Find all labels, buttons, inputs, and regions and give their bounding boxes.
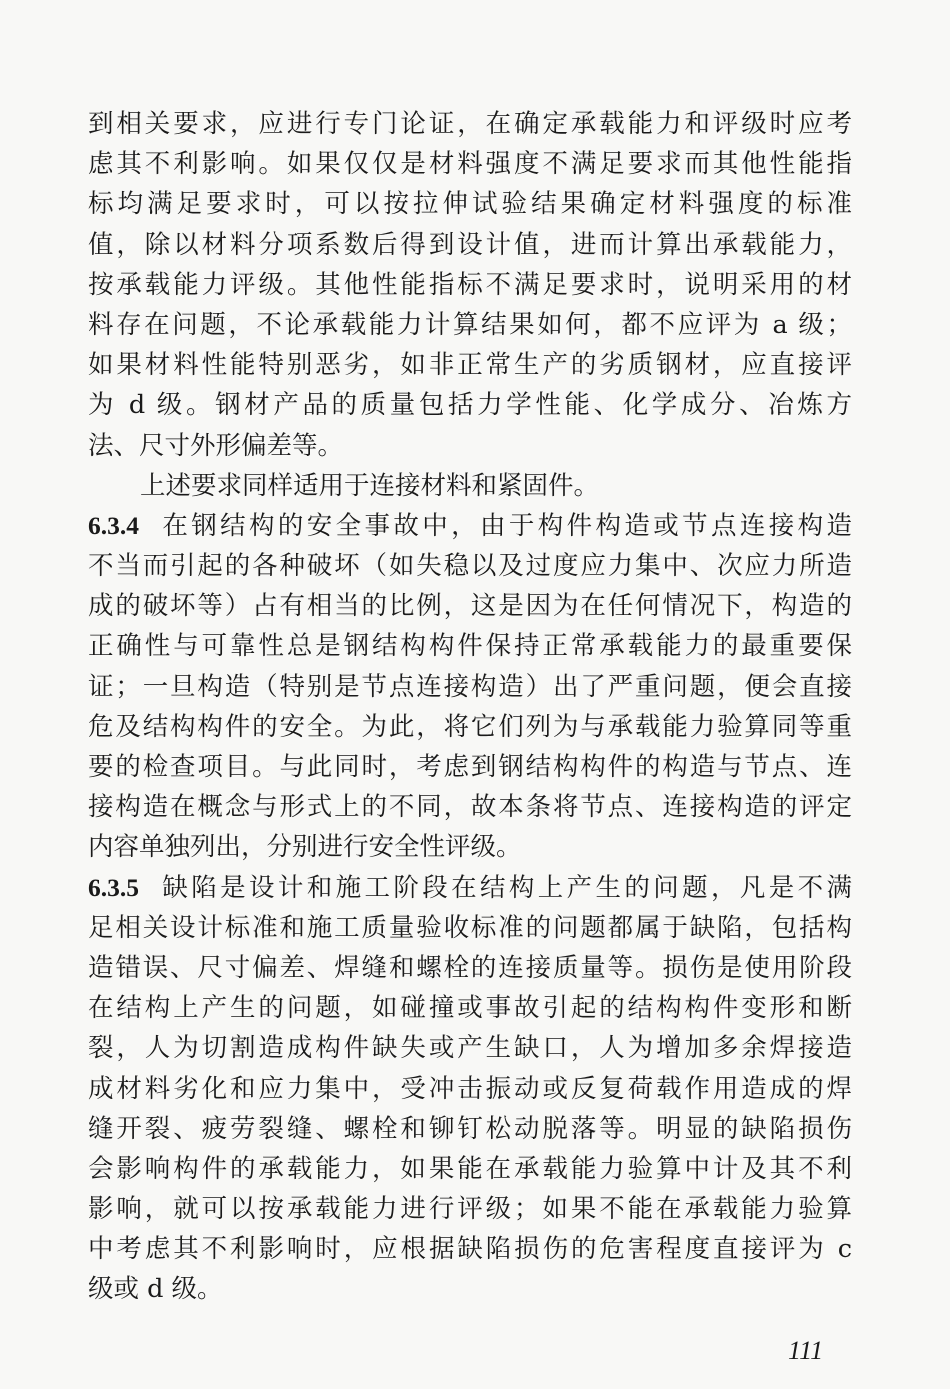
body-text bbox=[88, 104, 852, 1310]
text-line: 值，除以材料分项系数后得到设计值，进而计算出承载能力， bbox=[88, 229, 852, 260]
text-line: 足相关设计标准和施工质量验收标准的问题都属于缺陷，包括构 bbox=[88, 912, 852, 943]
page-number: 111 bbox=[788, 1336, 824, 1365]
text-line: 接构造在概念与形式上的不同，故本条将节点、连接构造的评定 bbox=[88, 792, 852, 823]
text-line: 会影响构件的承载能力，如果能在承载能力验算中计及其不利 bbox=[88, 1153, 852, 1184]
text-line: 按承载能力评级。其他性能指标不满足要求时，说明采用的材 bbox=[88, 269, 852, 300]
text-line: 料存在问题，不论承载能力计算结果如何，都不应评为 a 级； bbox=[88, 309, 852, 340]
text-line: 裂，人为切割造成构件缺失或产生缺口，人为增加多余焊接造 bbox=[88, 1033, 852, 1064]
text-line: 为 d 级。钢材产品的质量包括力学性能、化学成分、冶炼方 bbox=[88, 390, 852, 421]
text-line: 成的破坏等）占有相当的比例，这是因为在任何情况下，构造的 bbox=[88, 591, 852, 622]
text-line: 在结构上产生的问题，如碰撞或事故引起的结构构件变形和断 bbox=[88, 993, 852, 1024]
text-line: 要的检查项目。与此同时，考虑到钢结构构件的构造与节点、连 bbox=[88, 752, 852, 782]
text-line: 证；一旦构造（特别是节点连接构造）出了严重问题，便会直接 bbox=[88, 671, 852, 702]
text-line: 标均满足要求时，可以按拉伸试验结果确定材料强度的标准 bbox=[88, 189, 852, 220]
text-line: 造错误、尺寸偏差、焊缝和螺栓的连接质量等。损伤是使用阶段 bbox=[88, 952, 852, 983]
clause-635-first-line bbox=[88, 868, 852, 908]
text-line: 级或 d 级。 bbox=[88, 1274, 223, 1305]
text-line: 上述要求同样适用于连接材料和紧固件。 bbox=[140, 470, 600, 501]
text-line: 影响，就可以按承载能力进行评级；如果不能在承载能力验算 bbox=[88, 1194, 852, 1225]
text-line: 危及结构构件的安全。为此，将它们列为与承载能力验算同等重 bbox=[88, 711, 852, 742]
text-line: 不当而引起的各种破坏（如失稳以及过度应力集中、次应力所造 bbox=[88, 551, 852, 582]
clause-634-first-line bbox=[88, 506, 852, 546]
text-line: 正确性与可靠性总是钢结构构件保持正常承载能力的最重要保 bbox=[88, 631, 852, 662]
clause-text: 缺陷是设计和施工阶段在结构上产生的问题，凡是不满 bbox=[159, 872, 852, 903]
text-line: 到相关要求，应进行专门论证，在确定承载能力和评级时应考 bbox=[88, 109, 852, 139]
text-line: 法、尺寸外形偏差等。 bbox=[88, 430, 344, 461]
text-line: 虑其不利影响。如果仅仅是材料强度不满足要求而其他性能指 bbox=[88, 149, 852, 180]
clause-number: 6.3.5 bbox=[88, 872, 139, 902]
text-line: 中考虑其不利影响时，应根据缺陷损伤的危害程度直接评为 c bbox=[88, 1234, 852, 1265]
clause-text: 在钢结构的安全事故中，由于构件构造或节点连接构造 bbox=[159, 510, 852, 541]
clause-number: 6.3.4 bbox=[88, 510, 139, 540]
text-line: 内容单独列出，分别进行安全性评级。 bbox=[88, 832, 522, 863]
text-line: 成材料劣化和应力集中，受冲击振动或反复荷载作用造成的焊 bbox=[88, 1073, 852, 1104]
text-line: 缝开裂、疲劳裂缝、螺栓和铆钉松动脱落等。明显的缺陷损伤 bbox=[88, 1113, 852, 1144]
text-line: 如果材料性能特别恶劣，如非正常生产的劣质钢材，应直接评 bbox=[88, 350, 852, 381]
